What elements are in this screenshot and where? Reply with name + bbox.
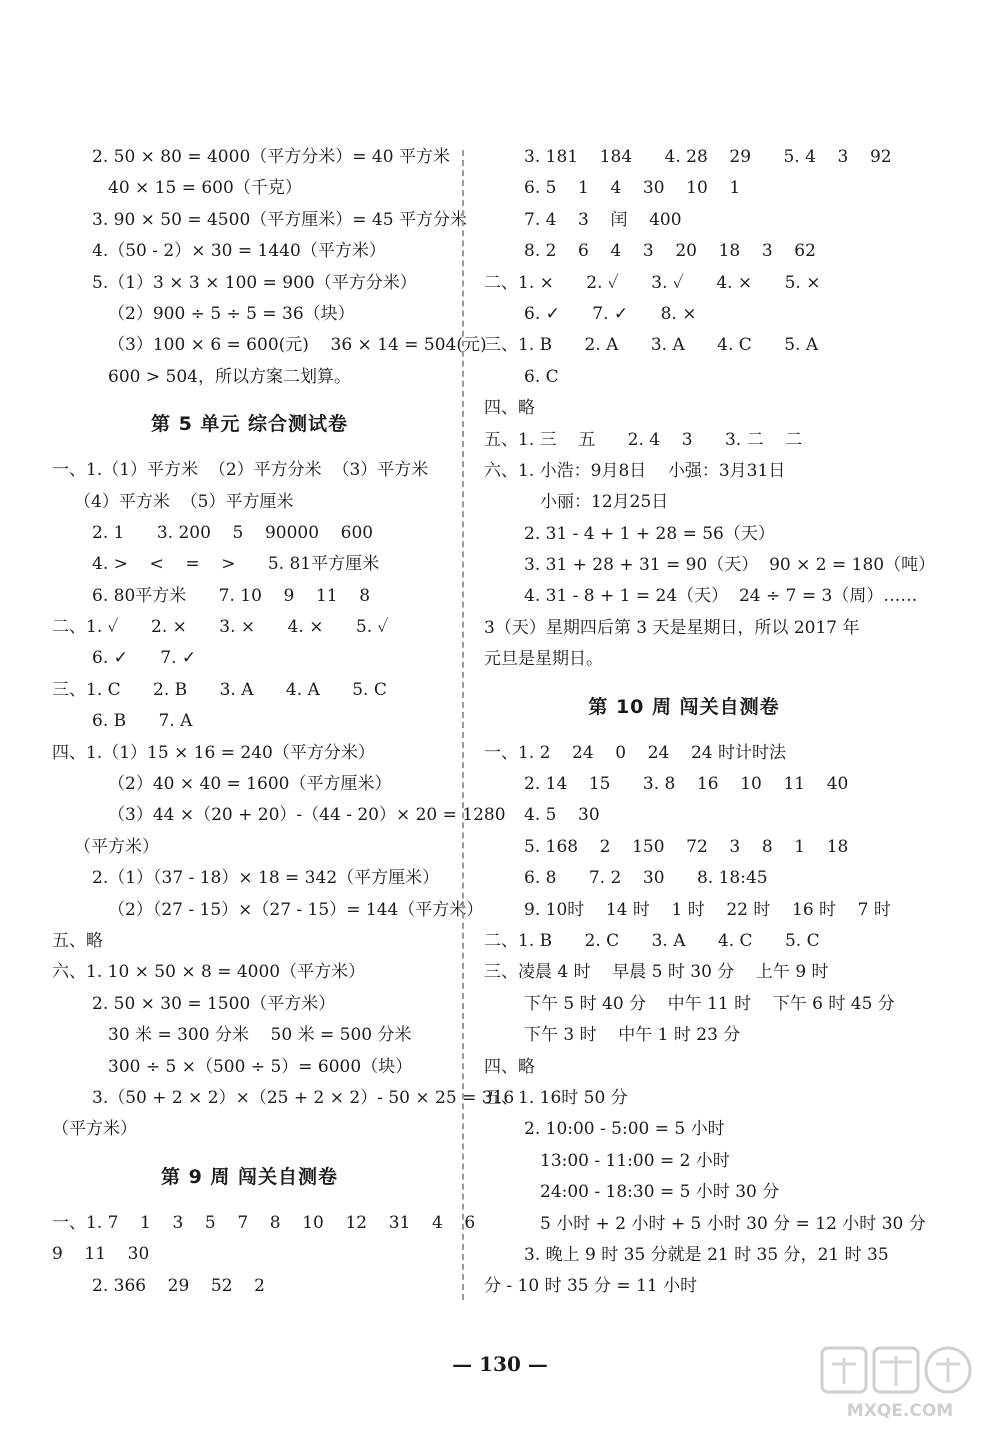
answer-line: 二、1. B 2. C 3. A 4. C 5. C bbox=[484, 930, 820, 951]
answer-line: 6. B 7. A bbox=[92, 711, 193, 732]
answer-line: 六、1. 小浩：9月8日 小强：3月31日 bbox=[484, 460, 786, 481]
answer-line: 三、1. B 2. A 3. A 4. C 5. A bbox=[484, 335, 819, 356]
answer-line: 四、1.（1）15 × 16 = 240（平方分米） bbox=[52, 742, 375, 763]
answer-line: （3）100 × 6 = 600(元) 36 × 14 = 504(元) bbox=[108, 335, 487, 356]
answer-line: 2. 50 × 80 = 4000（平方分米）= 40 平方米 bbox=[92, 147, 450, 167]
answer-line: 2. 14 15 3. 8 16 10 11 40 bbox=[524, 774, 849, 795]
answer-line: 2.（1）（37 - 18）× 18 = 342（平方厘米） bbox=[92, 868, 440, 889]
answer-line: 24:00 - 18:30 = 5 小时 30 分 bbox=[540, 1182, 780, 1203]
answer-line: 3（天）星期四后第 3 天是星期日，所以 2017 年 bbox=[484, 617, 860, 638]
answer-line: 二、1. × 2. ✓ 3. ✓ 4. × 5. × bbox=[484, 272, 821, 293]
watermark-url: MXQE.COM bbox=[846, 1401, 954, 1421]
answer-line: 6. 8 7. 2 30 8. 18:45 bbox=[524, 868, 768, 889]
answer-line: （2）（27 - 15）×（27 - 15）= 144（平方米） bbox=[108, 899, 484, 920]
answer-line: （2）900 ÷ 5 ÷ 5 = 36（块） bbox=[108, 303, 355, 324]
answer-line: （平方米） bbox=[74, 836, 159, 857]
answer-line: 下午 5 时 40 分 中午 11 时 下午 6 时 45 分 bbox=[524, 993, 895, 1014]
answer-line: 9. 10时 14 时 1 时 22 时 16 时 7 时 bbox=[524, 899, 891, 920]
section-heading: 第 5 单元 综合测试卷 bbox=[150, 413, 349, 436]
section-heading: 第 10 周 闯关自测卷 bbox=[588, 695, 780, 718]
answer-line: 五、略 bbox=[52, 930, 103, 951]
watermark-logo-icon bbox=[816, 1344, 986, 1424]
answer-line: 13:00 - 11:00 = 2 小时 bbox=[540, 1150, 730, 1171]
right-column bbox=[484, 142, 936, 1303]
answer-line: 2. 10:00 - 5:00 = 5 小时 bbox=[524, 1119, 725, 1140]
answer-line: 7. 4 3 闰 400 bbox=[524, 209, 682, 230]
column-divider bbox=[462, 150, 464, 1300]
answer-line: 五、1. 16时 50 分 bbox=[484, 1087, 628, 1108]
answer-line: 4. > < = > 5. 81平方厘米 bbox=[92, 554, 380, 575]
answer-line: 五、1. 三 五 2. 4 3 3. 二 二 bbox=[484, 429, 803, 450]
answer-line: 3. 90 × 50 = 4500（平方厘米）= 45 平方分米 bbox=[92, 209, 467, 230]
answer-line: （4）平方米 （5）平方厘米 bbox=[74, 491, 294, 512]
answer-line: 下午 3 时 中午 1 时 23 分 bbox=[524, 1025, 741, 1046]
answer-line: （3）44 ×（20 + 20）-（44 - 20）× 20 = 1280 bbox=[108, 805, 506, 826]
answer-line: 6. C bbox=[524, 366, 559, 387]
answer-line: 2. 50 × 30 = 1500（平方米） bbox=[92, 993, 336, 1014]
answer-line: 小丽：12月25日 bbox=[540, 492, 669, 513]
answer-line: 9 11 30 bbox=[52, 1244, 150, 1265]
answer-line: 300 ÷ 5 ×（500 ÷ 5）= 6000（块） bbox=[108, 1056, 413, 1077]
answer-line: 三、1. C 2. B 3. A 4. A 5. C bbox=[52, 679, 387, 700]
answer-line: 3. 晚上 9 时 35 分就是 21 时 35 分，21 时 35 bbox=[524, 1244, 889, 1265]
answer-line: 3.（50 + 2 × 2）×（25 + 2 × 2）- 50 × 25 = 316 bbox=[92, 1087, 515, 1108]
answer-line: 4.（50 - 2）× 30 = 1440（平方米） bbox=[92, 241, 386, 262]
answer-line: 3. 181 184 4. 28 29 5. 4 3 92 bbox=[524, 147, 892, 167]
page-number: — 130 — bbox=[452, 1352, 548, 1376]
answer-line: 2. 366 29 52 2 bbox=[92, 1275, 265, 1296]
answer-line: 6. ✓ 7. ✓ bbox=[92, 648, 197, 669]
watermark-logo bbox=[816, 1344, 986, 1424]
answer-line: 3. 31 + 28 + 31 = 90（天） 90 × 2 = 180（吨） bbox=[524, 555, 936, 576]
answer-line: 4. 5 30 bbox=[524, 805, 600, 826]
answer-line: 分 - 10 时 35 分 = 11 小时 bbox=[484, 1276, 698, 1297]
answer-line: 5.（1）3 × 3 × 100 = 900（平方分米） bbox=[92, 272, 417, 293]
answer-line: 元旦是星期日。 bbox=[484, 649, 603, 670]
answer-line: 30 米 = 300 分米 50 米 = 500 分米 bbox=[108, 1025, 412, 1046]
answer-line: 5. 168 2 150 72 3 8 1 18 bbox=[524, 836, 849, 857]
answer-line: 6. 80平方米 7. 10 9 11 8 bbox=[92, 585, 371, 606]
answer-line: 6. 5 1 4 30 10 1 bbox=[524, 178, 741, 199]
answer-line: 一、1.（1）平方米 （2）平方分米 （3）平方米 bbox=[52, 460, 429, 481]
answer-line: （2）40 × 40 = 1600（平方厘米） bbox=[108, 774, 392, 795]
answer-line: 三、凌晨 4 时 早晨 5 时 30 分 上午 9 时 bbox=[484, 962, 829, 983]
section-heading: 第 9 周 闯关自测卷 bbox=[160, 1165, 339, 1188]
answer-line: （平方米） bbox=[52, 1119, 137, 1140]
answer-line: 2. 1 3. 200 5 90000 600 bbox=[92, 522, 374, 543]
answer-line: 一、1. 7 1 3 5 7 8 10 12 31 4 6 bbox=[52, 1212, 476, 1233]
answer-line: 二、1. ✓ 2. × 3. × 4. × 5. ✓ bbox=[52, 617, 389, 638]
answer-line: 一、1. 2 24 0 24 24 时计时法 bbox=[484, 742, 787, 763]
answer-line: 6. ✓ 7. ✓ 8. × bbox=[524, 303, 697, 324]
answer-line: 四、略 bbox=[484, 1056, 535, 1077]
answer-line: 600 > 504，所以方案二划算。 bbox=[108, 366, 351, 387]
answer-line: 5 小时 + 2 小时 + 5 小时 30 分 = 12 小时 30 分 bbox=[540, 1213, 926, 1234]
answer-line: 8. 2 6 4 3 20 18 3 62 bbox=[524, 241, 816, 262]
answer-line: 六、1. 10 × 50 × 8 = 4000（平方米） bbox=[52, 962, 366, 983]
answer-line: 40 × 15 = 600（千克） bbox=[108, 178, 302, 199]
answer-line: 四、略 bbox=[484, 398, 535, 419]
answer-line: 4. 31 - 8 + 1 = 24（天） 24 ÷ 7 = 3（周）…… bbox=[524, 586, 918, 607]
answer-line: 2. 31 - 4 + 1 + 28 = 56（天） bbox=[524, 523, 775, 544]
